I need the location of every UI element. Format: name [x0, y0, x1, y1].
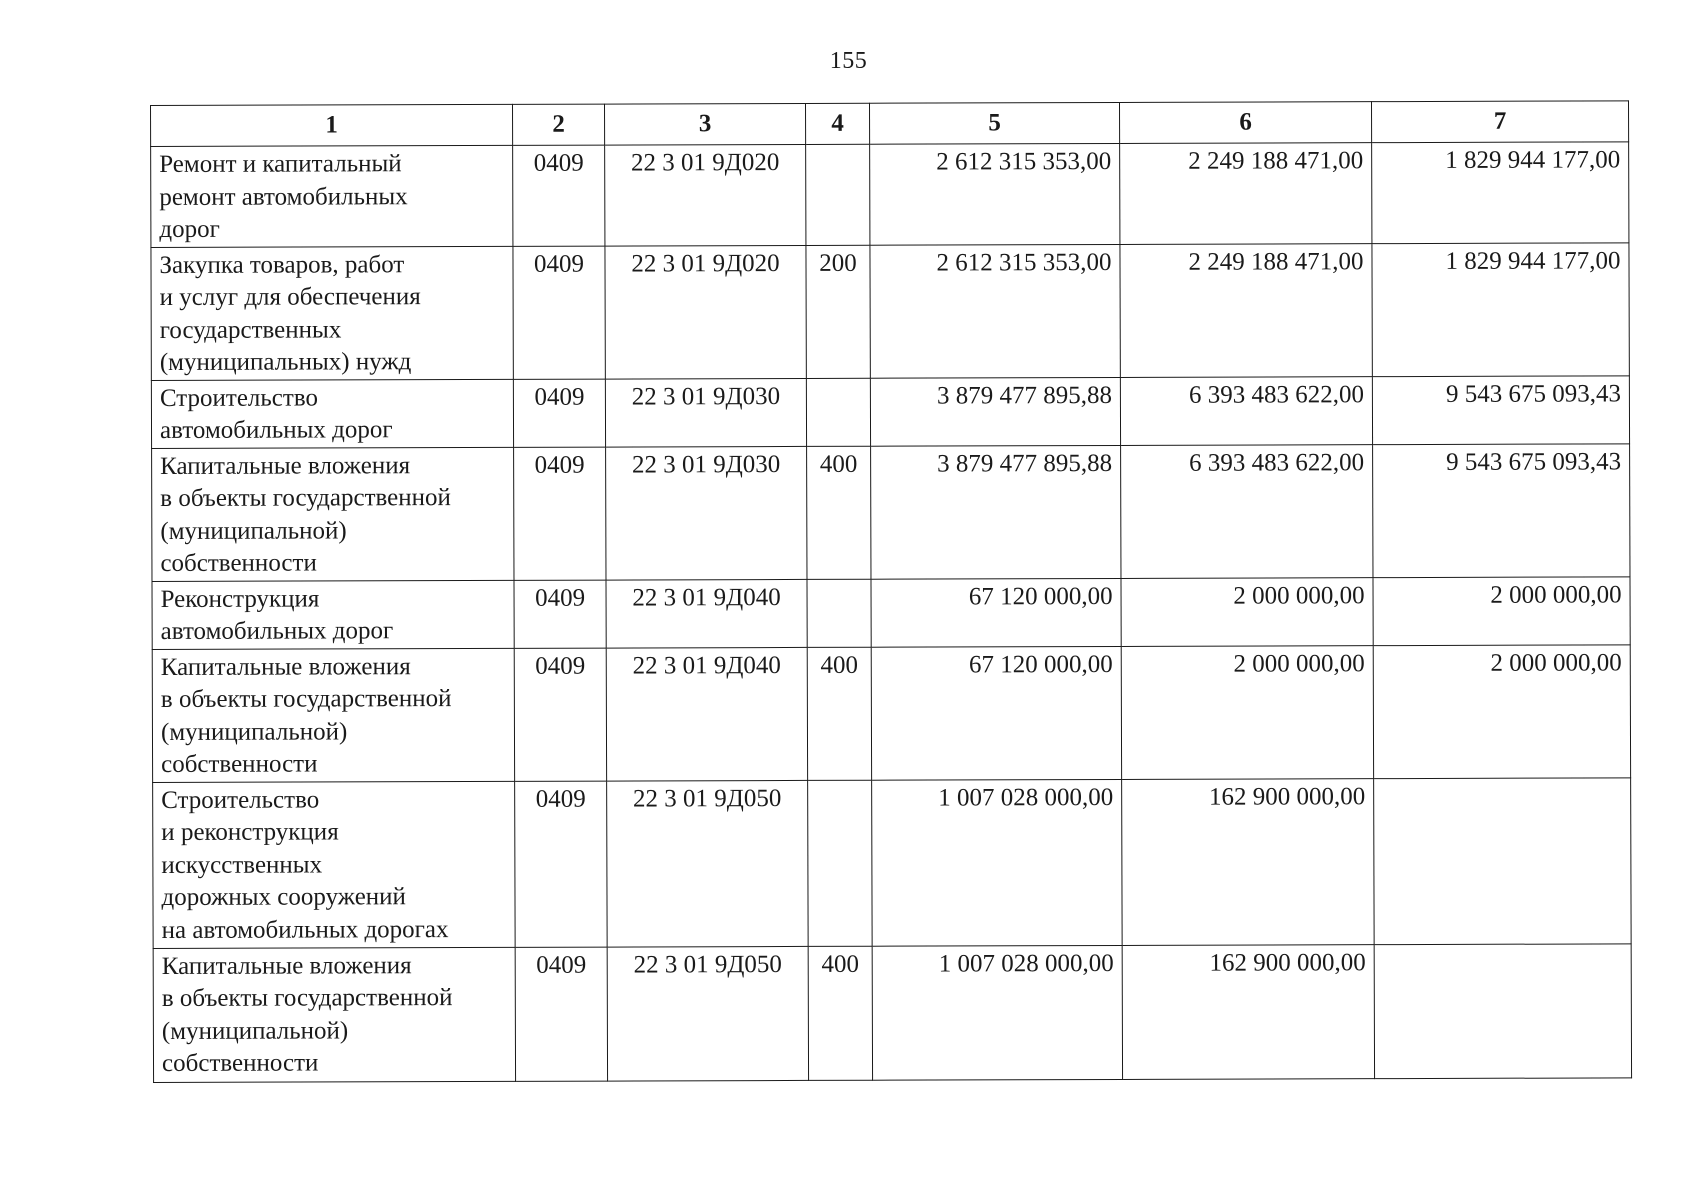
- row-amount-6: 162 900 000,00: [1122, 778, 1375, 945]
- page-number: 155: [829, 48, 868, 74]
- row-amount-6: 2 249 188 471,00: [1120, 143, 1372, 244]
- row-section-code: 0409: [514, 648, 606, 781]
- table-row: [151, 142, 1629, 247]
- row-amount-6: 6 393 483 622,00: [1120, 376, 1372, 445]
- row-name: Реконструкция автомобильных дорог: [152, 580, 514, 649]
- table-row: [152, 644, 1630, 782]
- row-section-code: 0409: [515, 947, 607, 1081]
- row-amount-6: 2 000 000,00: [1121, 645, 1373, 779]
- row-target-code: 22 3 01 9Д040: [606, 647, 807, 781]
- row-expense-type: 400: [807, 446, 871, 579]
- header-col-6: 6: [1119, 102, 1371, 144]
- row-name: Закупка товаров, работ и услуг для обеспечения государственных (муниципальных) нужд: [151, 246, 513, 380]
- row-amount-7: 2 000 000,00: [1373, 576, 1630, 645]
- row-expense-type: [807, 579, 871, 647]
- row-amount-5: 3 879 477 895,88: [870, 377, 1120, 446]
- header-col-1: 1: [151, 104, 513, 146]
- row-section-code: 0409: [514, 447, 606, 580]
- row-target-code: 22 3 01 9Д050: [607, 946, 808, 1081]
- table-row: [153, 943, 1631, 1082]
- row-amount-6: 2 249 188 471,00: [1120, 243, 1372, 377]
- header-col-5: 5: [869, 102, 1119, 144]
- table-row: [153, 777, 1632, 948]
- row-target-code: 22 3 01 9Д030: [606, 446, 807, 580]
- row-name: Капитальные вложения в объекты государственной (муниципальной) собственности: [152, 447, 514, 581]
- row-expense-type: [806, 144, 870, 245]
- row-amount-7: [1374, 777, 1632, 944]
- row-name: Строительство автомобильных дорог: [151, 379, 513, 448]
- row-section-code: 0409: [513, 145, 605, 246]
- header-row: [151, 101, 1629, 147]
- row-amount-5: 3 879 477 895,88: [871, 445, 1121, 579]
- table-row: [151, 375, 1629, 448]
- row-amount-5: 2 612 315 353,00: [870, 244, 1120, 378]
- row-target-code: 22 3 01 9Д020: [605, 245, 806, 379]
- row-amount-7: 9 543 675 093,43: [1373, 443, 1630, 577]
- row-amount-6: 162 900 000,00: [1122, 944, 1374, 1079]
- row-expense-type: 400: [808, 946, 872, 1080]
- row-expense-type: [806, 378, 870, 446]
- row-target-code: 22 3 01 9Д050: [607, 780, 809, 947]
- table-row: [151, 242, 1629, 380]
- row-amount-7: 2 000 000,00: [1373, 644, 1630, 778]
- row-amount-7: [1374, 943, 1631, 1078]
- row-amount-6: 2 000 000,00: [1121, 577, 1373, 646]
- row-section-code: 0409: [513, 246, 605, 379]
- row-amount-7: 9 543 675 093,43: [1372, 375, 1629, 444]
- table-row: [152, 576, 1630, 649]
- row-expense-type: 400: [807, 647, 871, 780]
- row-target-code: 22 3 01 9Д030: [605, 378, 806, 447]
- header-col-4: 4: [805, 103, 869, 144]
- header-col-2: 2: [512, 104, 604, 145]
- row-amount-5: 2 612 315 353,00: [870, 143, 1120, 244]
- budget-table: [150, 100, 1632, 1082]
- row-amount-6: 6 393 483 622,00: [1121, 444, 1373, 578]
- row-section-code: 0409: [513, 379, 605, 447]
- row-amount-5: 67 120 000,00: [871, 646, 1121, 780]
- row-name: Ремонт и капитальный ремонт автомобильных дорог: [151, 145, 513, 247]
- row-name: Строительство и реконструкция искусственных дорожных сооружений на автомобильных дорогах: [153, 781, 516, 948]
- row-expense-type: [808, 780, 873, 946]
- row-name: Капитальные вложения в объекты государственной (муниципальной) собственности: [152, 648, 514, 782]
- row-amount-7: 1 829 944 177,00: [1372, 142, 1629, 243]
- row-expense-type: 200: [806, 245, 870, 378]
- header-col-7: 7: [1371, 101, 1628, 143]
- row-amount-5: 1 007 028 000,00: [872, 779, 1123, 946]
- row-amount-5: 1 007 028 000,00: [872, 945, 1122, 1080]
- row-section-code: 0409: [514, 580, 606, 648]
- row-amount-5: 67 120 000,00: [871, 578, 1121, 647]
- table-row: [152, 443, 1630, 581]
- row-section-code: 0409: [515, 781, 608, 947]
- row-name: Капитальные вложения в объекты государственной (муниципальной) собственности: [153, 947, 515, 1082]
- header-col-3: 3: [604, 103, 805, 145]
- row-target-code: 22 3 01 9Д020: [605, 144, 806, 245]
- row-amount-7: 1 829 944 177,00: [1372, 242, 1629, 376]
- row-target-code: 22 3 01 9Д040: [606, 579, 807, 648]
